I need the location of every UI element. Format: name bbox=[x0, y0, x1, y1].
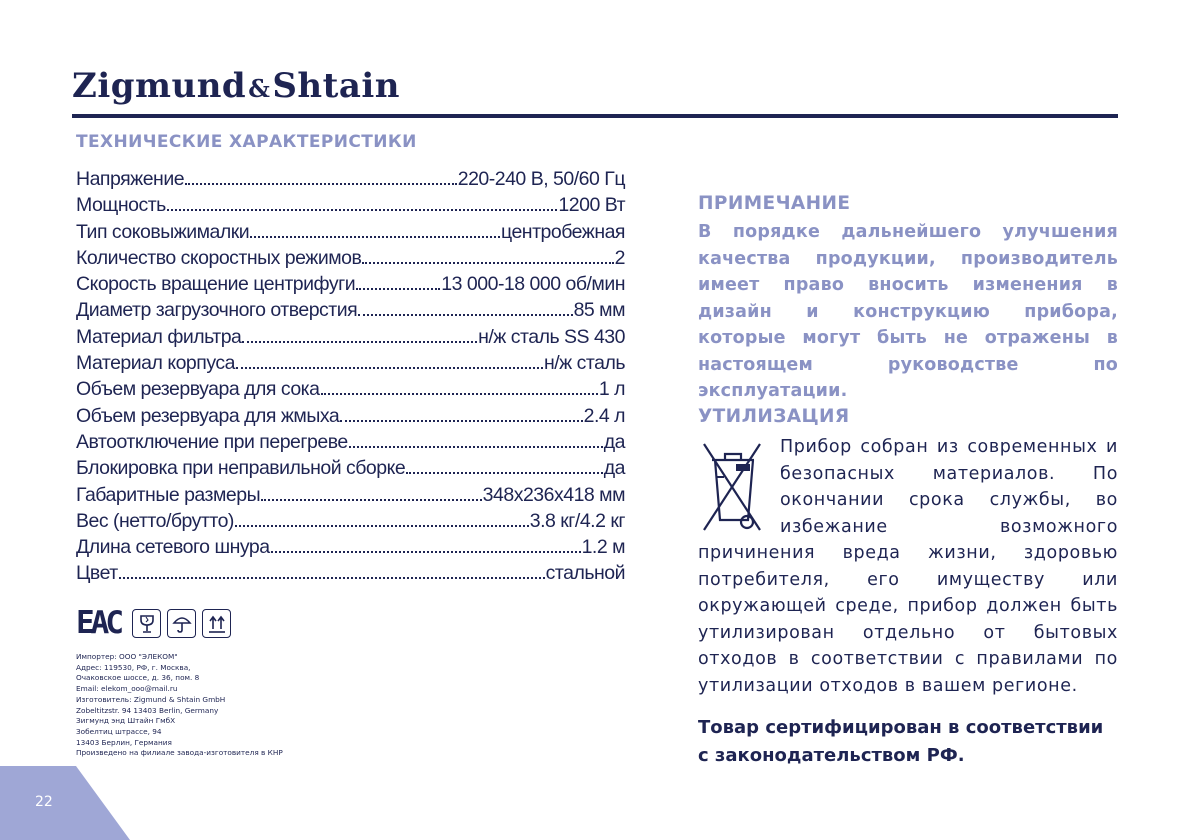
spec-value: 2 bbox=[614, 246, 625, 269]
spec-row bbox=[76, 194, 625, 220]
importer-line: Зигмунд энд Штайн ГмбХ bbox=[76, 716, 176, 726]
importer-line: Адрес: 119530, РФ, г. Москва, bbox=[76, 662, 191, 672]
spec-row bbox=[76, 273, 625, 299]
spec-name: Напряжение bbox=[76, 168, 185, 190]
dot-leader bbox=[261, 499, 482, 501]
spec-row bbox=[76, 221, 625, 247]
specs-list bbox=[76, 168, 625, 589]
dot-leader bbox=[349, 446, 603, 448]
importer-line: Email: elekom_ooo@mail.ru bbox=[76, 684, 178, 694]
spec-row bbox=[76, 247, 625, 273]
spec-name: Габаритные размеры bbox=[76, 483, 261, 506]
certification-line: с законодательством РФ. bbox=[698, 745, 965, 766]
spec-name: Цвет bbox=[76, 562, 118, 585]
spec-row bbox=[76, 510, 625, 536]
importer-line: Очаковское шоссе, д. 36, пом. 8 bbox=[76, 673, 200, 683]
spec-value: да bbox=[603, 457, 625, 480]
dot-leader bbox=[236, 367, 543, 369]
importer-line: Произведено на филиале завода-изготовителя в КНР bbox=[76, 748, 283, 758]
dot-leader bbox=[185, 183, 457, 185]
eac-mark: EAC bbox=[76, 605, 120, 641]
spec-row bbox=[76, 536, 625, 562]
dot-leader bbox=[406, 472, 603, 474]
dot-leader bbox=[358, 314, 572, 316]
spec-name: Материал фильтра bbox=[76, 325, 242, 348]
spec-row bbox=[76, 562, 625, 588]
importer-line: Зобелтиц штрассе, 94 bbox=[76, 726, 162, 736]
dot-leader bbox=[242, 341, 477, 343]
dot-leader bbox=[356, 288, 440, 290]
spec-name: Скорость вращение центрифуги bbox=[76, 273, 356, 296]
header-divider bbox=[72, 114, 1118, 118]
importer-line: Zobeltitzstr. 94 13403 Berlin, Germany bbox=[76, 705, 219, 715]
dot-leader bbox=[271, 551, 581, 553]
this-way-up-icon bbox=[202, 609, 231, 638]
spec-value: 85 мм bbox=[573, 299, 625, 322]
spec-value: 348x236x418 мм bbox=[482, 483, 625, 506]
spec-name: Диаметр загрузочного отверстия bbox=[76, 299, 358, 322]
spec-value: н/ж сталь bbox=[544, 352, 625, 375]
logo-word-zigmund: Zigmund bbox=[72, 66, 247, 106]
importer-info bbox=[76, 652, 283, 759]
page-number: 22 bbox=[35, 794, 53, 810]
spec-name: Мощность bbox=[76, 194, 166, 217]
dot-leader bbox=[235, 525, 529, 527]
spec-name: Автоотключение при перегреве bbox=[76, 430, 348, 453]
note-text: В порядке дальнейшего улучшения качества продукции, производитель имеет право вносить изменения в дизайн и конструкцию прибора, которые могут быть не отражены в настоящем руководстве по эксплуатации. bbox=[698, 222, 1118, 401]
spec-row bbox=[76, 378, 625, 404]
importer-line: Изготовитель: Zigmund & Shtain GmbH bbox=[76, 694, 226, 704]
spec-value: 1200 Вт bbox=[558, 194, 625, 217]
spec-row bbox=[76, 405, 625, 431]
spec-row bbox=[76, 431, 625, 457]
dot-leader bbox=[321, 393, 598, 395]
specs-title: ТЕХНИЧЕСКИЕ ХАРАКТЕРИСТИКИ bbox=[76, 132, 417, 152]
dot-leader bbox=[250, 236, 500, 238]
brand-logo bbox=[72, 66, 400, 106]
logo-ampersand: & bbox=[248, 74, 271, 103]
spec-value: 2.4 л bbox=[583, 404, 625, 427]
spec-value: 220-240 В, 50/60 Гц bbox=[457, 168, 625, 190]
spec-row bbox=[76, 299, 625, 325]
note-title: ПРИМЕЧАНИЕ bbox=[698, 193, 851, 214]
dot-leader bbox=[119, 577, 545, 579]
spec-value: 1.2 м bbox=[581, 536, 625, 559]
importer-line: Импортер: ООО "ЭЛЕКОМ" bbox=[76, 652, 178, 661]
spec-value: стальной bbox=[545, 562, 625, 585]
spec-name: Объем резервуара для сока bbox=[76, 378, 320, 401]
dot-leader bbox=[167, 209, 558, 211]
spec-row bbox=[76, 326, 625, 352]
spec-row bbox=[76, 457, 625, 483]
spec-value: 3.8 кг/4.2 кг bbox=[529, 509, 625, 532]
spec-name: Материал корпуса bbox=[76, 352, 235, 375]
dot-leader bbox=[340, 420, 582, 422]
dot-leader bbox=[362, 262, 613, 264]
spec-row bbox=[76, 352, 625, 378]
spec-value: н/ж сталь SS 430 bbox=[478, 325, 625, 348]
certification-statement bbox=[698, 714, 1118, 770]
spec-value: да bbox=[603, 430, 625, 453]
fragile-glass-icon bbox=[132, 609, 161, 638]
certification-line: Товар сертифицирован в соответствии bbox=[698, 717, 1104, 738]
certification-marks bbox=[76, 605, 231, 641]
disposal-text: Прибор собран из современных и безопасных материалов. По окончании срока службы, во избежание возможного причинения вреда жизни, здоровью потребителя, его имуществу или окружающей среде, прибор должен быть утилизирован отдельно от бытовых отходов в соответствии с правилами по утилизации отходов в вашем регионе. bbox=[698, 437, 1118, 696]
spec-value: 1 л bbox=[598, 378, 625, 401]
spec-value: центробежная bbox=[501, 220, 625, 243]
keep-dry-umbrella-icon bbox=[167, 609, 196, 638]
spec-name: Количество скоростных режимов bbox=[76, 246, 362, 269]
spec-row bbox=[76, 484, 625, 510]
spec-name: Объем резервуара для жмыха bbox=[76, 404, 340, 427]
importer-line: 13403 Берлин, Германия bbox=[76, 737, 172, 747]
logo-word-shtain: Shtain bbox=[272, 66, 401, 106]
spec-name: Блокировка при неправильной сборке bbox=[76, 457, 406, 480]
spec-value: 13 000-18 000 об/мин bbox=[441, 273, 625, 296]
disposal-title: УТИЛИЗАЦИЯ bbox=[698, 406, 850, 427]
spec-name: Длина сетевого шнура bbox=[76, 536, 270, 559]
page-corner-tab bbox=[0, 766, 130, 840]
spec-row bbox=[76, 168, 625, 194]
spec-name: Тип соковыжималки bbox=[76, 220, 250, 243]
spec-name: Вес (нетто/брутто) bbox=[76, 509, 234, 532]
